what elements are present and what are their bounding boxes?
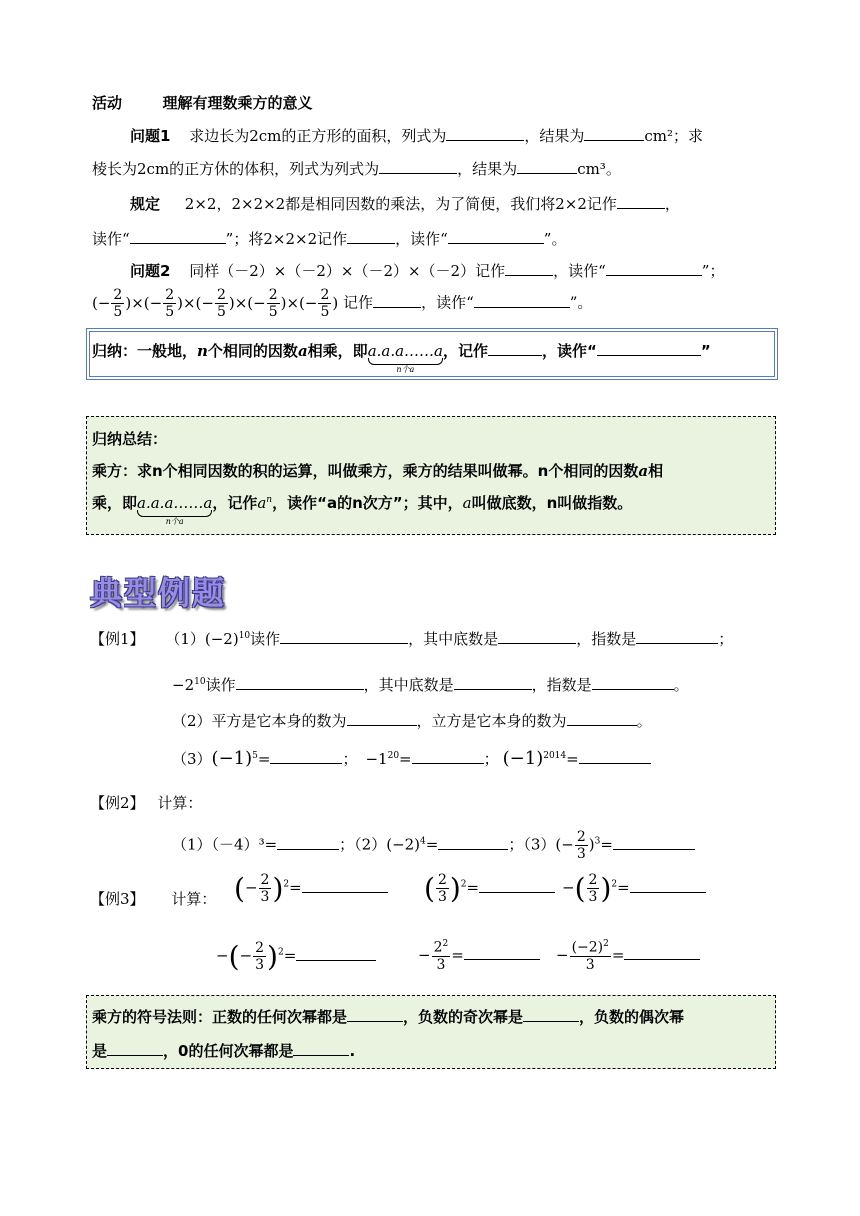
ex1-blank-6[interactable] (592, 688, 674, 690)
ex1-blank-9[interactable] (270, 762, 342, 764)
ex2-item2-label: ；（2） (339, 835, 387, 854)
example1-label: 【例1】 (90, 630, 145, 648)
ex1-blank-3[interactable] (636, 642, 718, 644)
brace-label: n个a (165, 517, 184, 526)
ex1-p3-c: 。 (636, 712, 652, 730)
example2-line1 (90, 792, 202, 813)
ex1-p2-expr: −2 (172, 676, 195, 694)
equals-sign: = (257, 750, 271, 768)
summary-expr: a.a.a……a (137, 494, 213, 512)
summary-an: a (257, 494, 267, 512)
induction-blank-1[interactable] (488, 354, 542, 356)
example3-label-line (90, 888, 216, 909)
induction-n: n (197, 342, 208, 360)
summary-text-2b: ，记作 (212, 494, 258, 512)
question1-line2 (92, 158, 621, 179)
ex3-blank-1[interactable] (302, 891, 388, 893)
q1-text-e: ，结果为 (457, 160, 518, 178)
q2-text-e: ，读作“ (421, 293, 474, 312)
ex3-item4: −(− $\frac{2}{3}$ )$^2$= (216, 940, 376, 973)
equals-sign: = (566, 750, 579, 768)
brace-label: n个a (396, 365, 415, 374)
ex3-blank-4[interactable] (296, 959, 376, 961)
ex2-item2-sup: 4 (420, 836, 426, 847)
rule-blank-4[interactable] (448, 242, 544, 244)
ex1-p4-expr1: (−1) (211, 748, 253, 769)
summary-text-2c: ，读作“a的n次方”；其中， (272, 494, 463, 512)
q1-text-b: ，结果为 (524, 127, 585, 145)
ex1-blank-2[interactable] (498, 642, 576, 644)
q2-blank-2[interactable] (606, 274, 702, 276)
sign-rule-line1 (92, 1006, 684, 1027)
sign-rule-blank-2[interactable] (523, 1020, 579, 1022)
sign-rule-text-e: ，0的任何次幂都是 (163, 1042, 294, 1060)
q1-blank-result2[interactable] (517, 172, 577, 174)
q2-blank-3[interactable] (373, 306, 421, 308)
rule-text-d: ”；将2×2×2记作 (225, 230, 348, 248)
question2-label: 问题2 (130, 262, 171, 280)
ex1-blank-1[interactable] (280, 642, 408, 644)
ex1-p2-c: ，其中底数是 (363, 676, 454, 694)
ex1-p1-d: ，指数是 (576, 630, 637, 648)
ex2-item3-sup: 3 (594, 836, 601, 847)
ex1-p1-a: （1） (165, 630, 205, 648)
equals-sign: = (425, 835, 439, 854)
ex2-item3-label: ；（3） (508, 835, 556, 854)
ex3-item6: − $\frac{(-2)^2}{3}$ = (556, 940, 700, 972)
ex1-p4-sup1: 5 (252, 751, 258, 761)
rule-text-c: 读作“ (92, 230, 130, 248)
summary-text-2a: 乘，即 (92, 494, 138, 512)
sign-rule-text-c: ，负数的偶次幂 (579, 1008, 685, 1026)
q1-text-f: cm³。 (577, 160, 621, 178)
rule-line1 (130, 193, 680, 214)
ex1-p1-expr: (−2) (204, 630, 239, 648)
summary-a2: a (462, 494, 472, 512)
q2-text-b: ，读作“ (553, 262, 606, 280)
ex1-blank-10[interactable] (412, 762, 484, 764)
induction-blank-2[interactable] (597, 354, 701, 356)
summary-line2 (92, 492, 633, 526)
sign-rule-line2 (92, 1040, 355, 1061)
ex1-blank-11[interactable] (579, 762, 651, 764)
rule-text-a: 2×2，2×2×2都是相同因数的乘法，为了简便，我们将2×2记作 (184, 195, 617, 213)
fraction: $\frac{2}{5}$ (216, 287, 226, 320)
rule-text-f: ”。 (543, 230, 567, 248)
ex1-p3-b: ，立方是它本身的数为 (416, 712, 567, 730)
example1-line3 (172, 710, 652, 731)
ex1-p1-e: ； (718, 630, 734, 648)
ex1-p4-expr2: −1 (365, 750, 388, 768)
ex3-blank-2[interactable] (479, 891, 555, 893)
ex2-item1: （1）（－4）³= (172, 835, 278, 854)
ex1-p1-sup: 10 (238, 631, 251, 641)
ex1-blank-4[interactable] (236, 688, 364, 690)
q2-blank-4[interactable] (474, 306, 570, 308)
rule-blank-2[interactable] (130, 242, 226, 244)
summary-text-1-end: 相 (648, 462, 664, 480)
ex3-blank-6[interactable] (624, 958, 700, 960)
ex2-blank-1[interactable] (277, 848, 339, 850)
q1-text-a: 求边长为2cm的正方形的面积，列式为 (189, 127, 447, 145)
ex2-intro: 计算： (157, 794, 203, 812)
example1-line1 (90, 628, 733, 649)
ex1-p4-expr3: (−1) (502, 748, 544, 769)
semicolon: ； (342, 750, 358, 768)
summary-an-sup: n (266, 495, 273, 505)
ex1-blank-8[interactable] (567, 724, 637, 726)
example1-line2 (172, 674, 689, 695)
ex3-item1: (− $\frac{2}{3}$ )$^2$= (234, 872, 388, 905)
ex1-p2-sup: 10 (194, 677, 206, 687)
ex1-p2-d: ，指数是 (531, 676, 592, 694)
q2-text-d: 记作 (343, 293, 374, 312)
fraction: $\frac{2}{5}$ (165, 287, 175, 320)
ex2-blank-3[interactable] (613, 848, 695, 850)
fraction: $\frac{2}{3}$ (576, 829, 586, 862)
rule-blank-3[interactable] (347, 242, 395, 244)
induction-end: ” (700, 342, 711, 360)
question1-line1 (130, 125, 703, 146)
ex1-p3-a: （2）平方是它本身的数为 (172, 712, 347, 730)
sign-rule-text-d: 是 (92, 1042, 108, 1060)
induction-text (92, 340, 711, 374)
question2-line2 (92, 288, 592, 319)
rule-label: 规定 (130, 195, 161, 213)
induction-a: a (297, 342, 308, 360)
sign-rule-text-b: ，负数的奇次幂是 (403, 1008, 524, 1026)
q1-blank-result[interactable] (584, 139, 644, 141)
induction-product-brace (367, 342, 443, 374)
induction-after: ，记作 (443, 342, 489, 360)
ex2-blank-2[interactable] (438, 848, 508, 850)
ex3-blank-5[interactable] (464, 958, 540, 960)
rule-line2 (92, 228, 566, 249)
induction-after2: ，读作“ (542, 342, 597, 360)
ex1-blank-5[interactable] (454, 688, 532, 690)
equals-sign: = (600, 835, 613, 854)
summary-product-brace (137, 494, 213, 526)
induction-mid2: 相乘，即 (307, 342, 368, 360)
activity-title: 理解有理数乘方的意义 (162, 94, 313, 112)
sign-rule-text-a: 乘方的符号法则：正数的任何次幂都是 (92, 1008, 348, 1026)
q1-blank-expr2[interactable] (379, 172, 457, 174)
summary-text-2d: 叫做底数，n叫做指数。 (471, 494, 633, 512)
fraction: $\frac{2}{5}$ (268, 287, 278, 320)
equals-sign: = (399, 750, 412, 768)
q2-text-a: 同样（－2）×（－2）×（－2）×（－2）记作 (189, 262, 506, 280)
summary-title: 归纳总结： (92, 430, 168, 448)
example1-line4 (172, 748, 651, 769)
question1-label: 问题1 (130, 127, 171, 145)
q1-text-c: cm²；求 (644, 127, 704, 145)
ex3-item2: ( $\frac{2}{3}$ )$^2$= (424, 872, 555, 905)
summary-a: a (638, 462, 649, 480)
q2-blank-1[interactable] (505, 274, 553, 276)
ex3-blank-3[interactable] (630, 891, 706, 893)
ex3-intro: 计算： (171, 890, 217, 908)
example2-line2: （1）（－4）³= ；$(2)(-2)^4=$ ；（3）(− $\frac{2}{3}$ )$^3$= (172, 830, 695, 861)
q2-text-f: ”。 (569, 293, 593, 312)
semicolon: ； (483, 750, 499, 768)
section-title: 典型例题 (90, 574, 227, 612)
rule-blank-1[interactable] (617, 207, 665, 209)
ex1-p1-b: 读作 (250, 630, 281, 648)
rule-text-b: ， (664, 195, 680, 213)
q1-text-d: 棱长为2cm的正方休的体积，列式为列式为 (92, 160, 380, 178)
sign-rule-blank-3[interactable] (107, 1054, 163, 1056)
fraction-product: (− $\frac{2}{5}$ )×(− $\frac{2}{5}$ )×(− $\frac{2}{5}$ )×(− $\frac{2}{5}$ )×(− $\frac{2}{5}$ ) (92, 287, 339, 320)
example3-label: 【例3】 (90, 890, 145, 908)
example2-label: 【例2】 (90, 794, 145, 812)
ex1-p4-a: （3） (172, 750, 212, 768)
rule-text-e: ，读作“ (395, 230, 448, 248)
ex3-item3: −( $\frac{2}{3}$ )$^2$= (562, 872, 706, 905)
ex1-p2-e: 。 (673, 676, 689, 694)
summary-line1 (92, 460, 663, 481)
fraction: $\frac{2}{5}$ (320, 287, 330, 320)
ex1-p4-sup2: 20 (387, 751, 400, 761)
q1-blank-expr[interactable] (446, 139, 524, 141)
induction-mid: 个相同的因数 (207, 342, 298, 360)
sign-rule-blank-1[interactable] (347, 1020, 403, 1022)
question2-line1 (130, 260, 724, 281)
activity-heading (92, 92, 313, 113)
sign-rule-blank-4[interactable] (293, 1054, 349, 1056)
ex1-p4-sup3: 2014 (543, 751, 567, 761)
activity-label: 活动 (92, 94, 123, 112)
q2-text-c: ”； (701, 262, 725, 280)
induction-expr: a.a.a……a (367, 342, 443, 360)
summary-text-1: 乘方：求n个相同因数的积的运算，叫做乘方，乘方的结果叫做幂。n个相同的因数 (92, 462, 639, 480)
fraction: $\frac{2}{5}$ (113, 287, 123, 320)
sign-rule-text-f: . (349, 1042, 356, 1060)
ex1-p1-c: ，其中底数是 (408, 630, 499, 648)
ex2-item2-expr: (−2) (386, 835, 421, 854)
ex1-blank-7[interactable] (347, 724, 417, 726)
induction-prefix: 归纳：一般地， (92, 342, 198, 360)
ex1-p2-b: 读作 (205, 676, 236, 694)
ex3-item5: − $\frac{2^2}{3}$ = (418, 940, 540, 972)
